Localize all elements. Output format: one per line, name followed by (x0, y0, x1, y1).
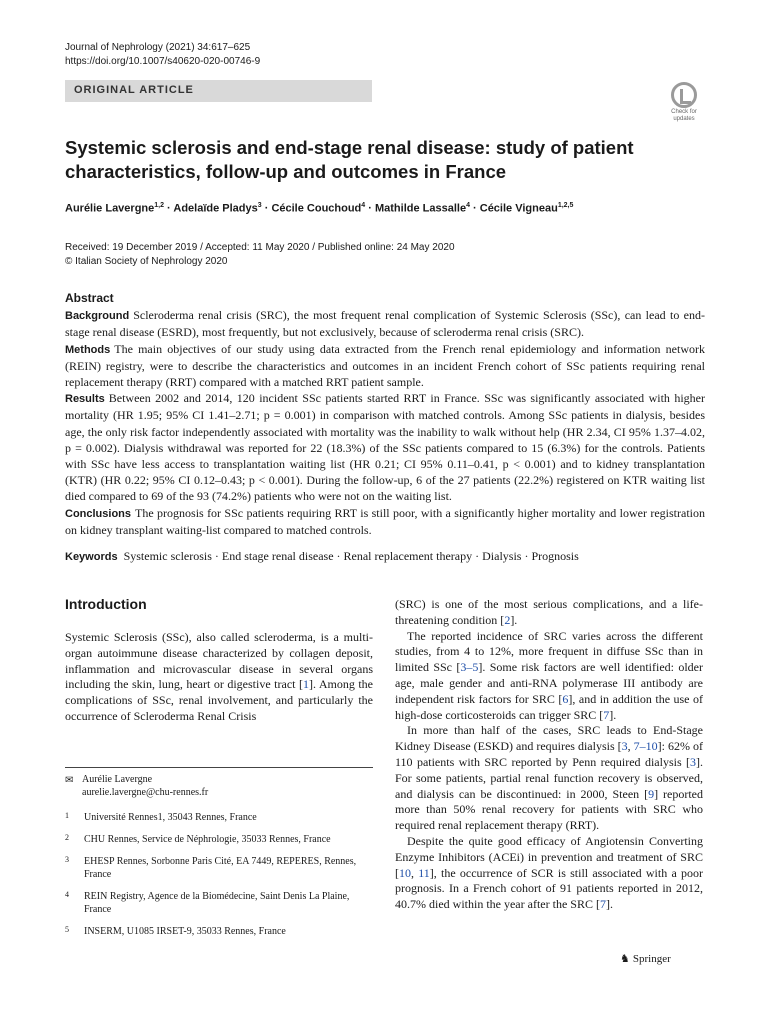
article-type-bar (65, 80, 372, 102)
citation-link[interactable]: 3 (690, 754, 696, 769)
publisher-name: Springer (632, 953, 671, 965)
crossmark-label: Check for updates (671, 109, 697, 122)
paragraph-text: ]. Among the complications of SSc, renal involvement, and particularly the occurrence of Scleroderma Renal Crisis (65, 677, 373, 723)
paragraph-text: ]. (605, 897, 613, 912)
crossmark-icon (671, 82, 697, 108)
author-name[interactable]: Aurélie Lavergne (65, 202, 155, 215)
paragraph-text: The reported incidence of SRC varies across the different studies, from 4 to 12%, more frequent in diffuse SSc than in limited SSc [ (395, 628, 703, 675)
author-name[interactable]: Mathilde Lassalle (374, 202, 467, 215)
background-text: Scleroderma renal crisis (SRC), the most frequent renal complication of Systemic Sclerosis (SSc), can lead to end-stage renal disease (ESRD), most frequently, but not exclusively, because of scleroderma renal crisis (SRC). (65, 308, 705, 340)
author-list: Aurélie Lavergne$^{1,2}$ · Adelaïde Pladys$^3$ · Cécile Couchoud$^4$ · Mathilde Lassalle$^4$ · Cécile Vigneau$^{1,2,5}$ (65, 202, 574, 215)
paragraph-text: (SRC) is one of the most serious complications, and a life-threatening condition [ (395, 597, 703, 627)
citation-link[interactable]: 7 (599, 897, 606, 912)
paragraph-text: Despite the quite good efficacy of Angiotensin Converting Enzyme Inhibitors (ACEi) in prevention and treatment of SRC [ (395, 833, 703, 880)
springer-horse-icon: ♞ (620, 953, 630, 965)
abstract-results (65, 390, 705, 504)
citation-link[interactable]: 6 (562, 691, 569, 706)
citation-link[interactable]: 11 (418, 865, 430, 880)
author-affiliation: 3 (257, 202, 262, 209)
paragraph-text: ]. (510, 612, 518, 627)
author-name[interactable]: Cécile Couchoud (271, 202, 362, 215)
results-label: Results (65, 393, 105, 406)
conclusions-label: Conclusions (65, 507, 132, 520)
author-affiliation: 1,2,5 (557, 202, 574, 209)
affiliation-number: 1 (65, 811, 69, 820)
citation-link[interactable]: 2 (504, 612, 511, 627)
author-affiliation: 4 (361, 202, 366, 209)
affiliation-item (65, 890, 373, 916)
paragraph-text: , (411, 865, 419, 880)
affiliation-item (65, 925, 373, 938)
abstract-background (65, 307, 705, 340)
introduction-heading: Introduction (65, 596, 147, 612)
dates-line: Received: 19 December 2019 / Accepted: 11 May 2020 / Published online: 24 May 2020 (65, 242, 455, 253)
paragraph-text: ], and in addition the use of high-dose corticosteroids can trigger SRC [ (395, 691, 703, 722)
journal-citation: Journal of Nephrology (2021) 34:617–625 (65, 42, 251, 53)
abstract (65, 290, 705, 538)
introduction-left-column (65, 630, 373, 725)
abstract-heading: Abstract (65, 291, 114, 305)
results-text: Between 2002 and 2014, 120 incident SSc patients started RRT in France. SSc was significantly associated with higher mortality (HR 1.95; 95% CI 1.41–2.71; p = 0.001) in comparison with matched controls. Among SSc patients in dialysis, besides age, the only risk factor independently associated with mortality was the inability to walk without help (HR 2.34, CI 95% 1.37–4.02, p = 0.002). Dialysis withdrawal was reported for 22 (18.3%) of the SSc patients compared to 15 (6.3%) for the controls. Patients with SSc have less access to transplantation waiting list (HR 0.21; CI 95% 0.11–0.41, p < 0.001) and to kidney transplantation (KTR) (HR 0.22; 95% CI 0.12–0.43; p < 0.001). During the follow-up, 6 of the 27 patients (22.2%) registered on KTR waiting list died compared to 69 of the 93 (74.2%) patients who were not on the waiting list. (65, 391, 705, 504)
citation-link[interactable]: 3 (621, 739, 628, 754)
citation-link[interactable]: 7 (603, 707, 610, 722)
paragraph-text: ]: 62% of 110 patients with SRC reported by Penn required dialysis [ (395, 739, 704, 769)
copyright-line: © Italian Society of Nephrology 2020 (65, 256, 228, 267)
correspondence-email[interactable]: aurelie.lavergne@chu-rennes.fr (82, 787, 209, 798)
paragraph (395, 597, 703, 629)
article-type: ORIGINAL ARTICLE (74, 84, 194, 96)
article-title: Systemic sclerosis and end-stage renal disease: study of patient characteristics, follow-up and outcomes in France (65, 137, 634, 182)
affiliation-text: INSERM, U1085 IRSET-9, 35033 Rennes, France (84, 926, 286, 937)
affiliation-text: Université Rennes1, 35043 Rennes, France (84, 812, 257, 823)
author-name[interactable]: Adelaïde Pladys (173, 202, 258, 215)
journal-header (65, 41, 260, 69)
citation-link[interactable]: 1 (302, 677, 309, 692)
affiliation-text: REIN Registry, Agence de la Biomédecine, Saint Denis La Plaine, France (84, 891, 350, 915)
keywords-label: Keywords (65, 551, 118, 563)
abstract-methods (65, 341, 705, 391)
check-for-updates-badge[interactable] (664, 82, 704, 124)
doi-link[interactable]: https://doi.org/10.1007/s40620-020-00746-9 (65, 56, 261, 67)
paragraph-text: ], the occurrence of SCR is still associated with a poor prognosis. In a French cohort of 91 patients reported in 2012, 40.7% died within the year after the SRC [ (395, 865, 704, 912)
affiliation-item (65, 811, 373, 824)
publication-dates (65, 241, 455, 269)
author-name[interactable]: Cécile Vigneau (479, 202, 558, 215)
paragraph (395, 629, 703, 724)
citation-link[interactable]: 7–10 (633, 739, 658, 754)
citation-link[interactable]: 10 (399, 865, 411, 880)
affiliation-item (65, 833, 373, 846)
abstract-conclusions (65, 505, 705, 538)
paragraph-text: In more than half of the cases, SRC leads to End-Stage Kidney Disease (ESKD) and requires dialysis [ (395, 723, 703, 754)
paragraph-text: , (627, 739, 634, 754)
keywords (65, 549, 579, 564)
keywords-text: Systemic sclerosis · End stage renal disease · Renal replacement therapy · Dialysis · Prognosis (123, 549, 579, 563)
citation-link[interactable]: 3–5 (460, 660, 479, 675)
paragraph (395, 723, 703, 834)
correspondence (65, 773, 373, 799)
author-affiliation: 4 (466, 202, 470, 209)
affiliation-item (65, 855, 373, 881)
paragraph-text: ] reported more than 50% renal recovery for patients with SRC who required renal replacement therapy (RRT). (395, 786, 704, 833)
methods-label: Methods (65, 343, 111, 356)
footnote-divider (65, 767, 373, 768)
paragraph-text: ]. (609, 707, 617, 722)
paragraph-text: Systemic Sclerosis (SSc), also called scleroderma, is a multi-organ autoimmune disease characterized by collagen deposit, inflammation and microvascular disease in several organs including the skin, lung, heart or digestive tract [ (65, 630, 373, 692)
affiliations (65, 811, 373, 947)
affiliation-number: 5 (65, 925, 69, 934)
citation-link[interactable]: 9 (648, 786, 655, 801)
conclusions-text: The prognosis for SSc patients requiring RRT is still poor, with a significantly higher mortality and lower registration on kidney transplant waiting-list compared to matched controls. (65, 505, 705, 537)
envelope-icon: ✉ (65, 775, 74, 786)
background-label: Background (65, 310, 130, 323)
paragraph (395, 834, 703, 913)
affiliation-number: 3 (65, 855, 69, 864)
methods-text: The main objectives of our study using data extracted from the French renal epidemiology and information network (REIN) registry, were to describe the characteristics and outcomes in an incident French cohort of SSc patients requiring renal replacement therapy (RRT) compared with a matched RRT patient sample. (65, 341, 705, 390)
affiliation-number: 4 (65, 890, 69, 899)
introduction-right-column (395, 597, 703, 913)
affiliation-number: 2 (65, 833, 69, 842)
paragraph-text: ]. For some patients, partial renal function recovery is observed, and dialysis can be discontinued: in 2000, Steen [ (395, 754, 703, 801)
correspondence-name: Aurélie Lavergne (82, 774, 153, 785)
paragraph-text: ]. Some risk factors are well identified: older age, male gender and anti-RNA polymerase III antibody are independent risk factors for SRC [ (395, 660, 704, 706)
publisher-logo (620, 952, 671, 965)
affiliation-text: CHU Rennes, Service de Néphrologie, 35033 Rennes, France (84, 834, 331, 845)
affiliation-text: EHESP Rennes, Sorbonne Paris Cité, EA 7449, REPERES, Rennes, France (84, 856, 357, 880)
author-affiliation: 1,2 (154, 202, 164, 209)
